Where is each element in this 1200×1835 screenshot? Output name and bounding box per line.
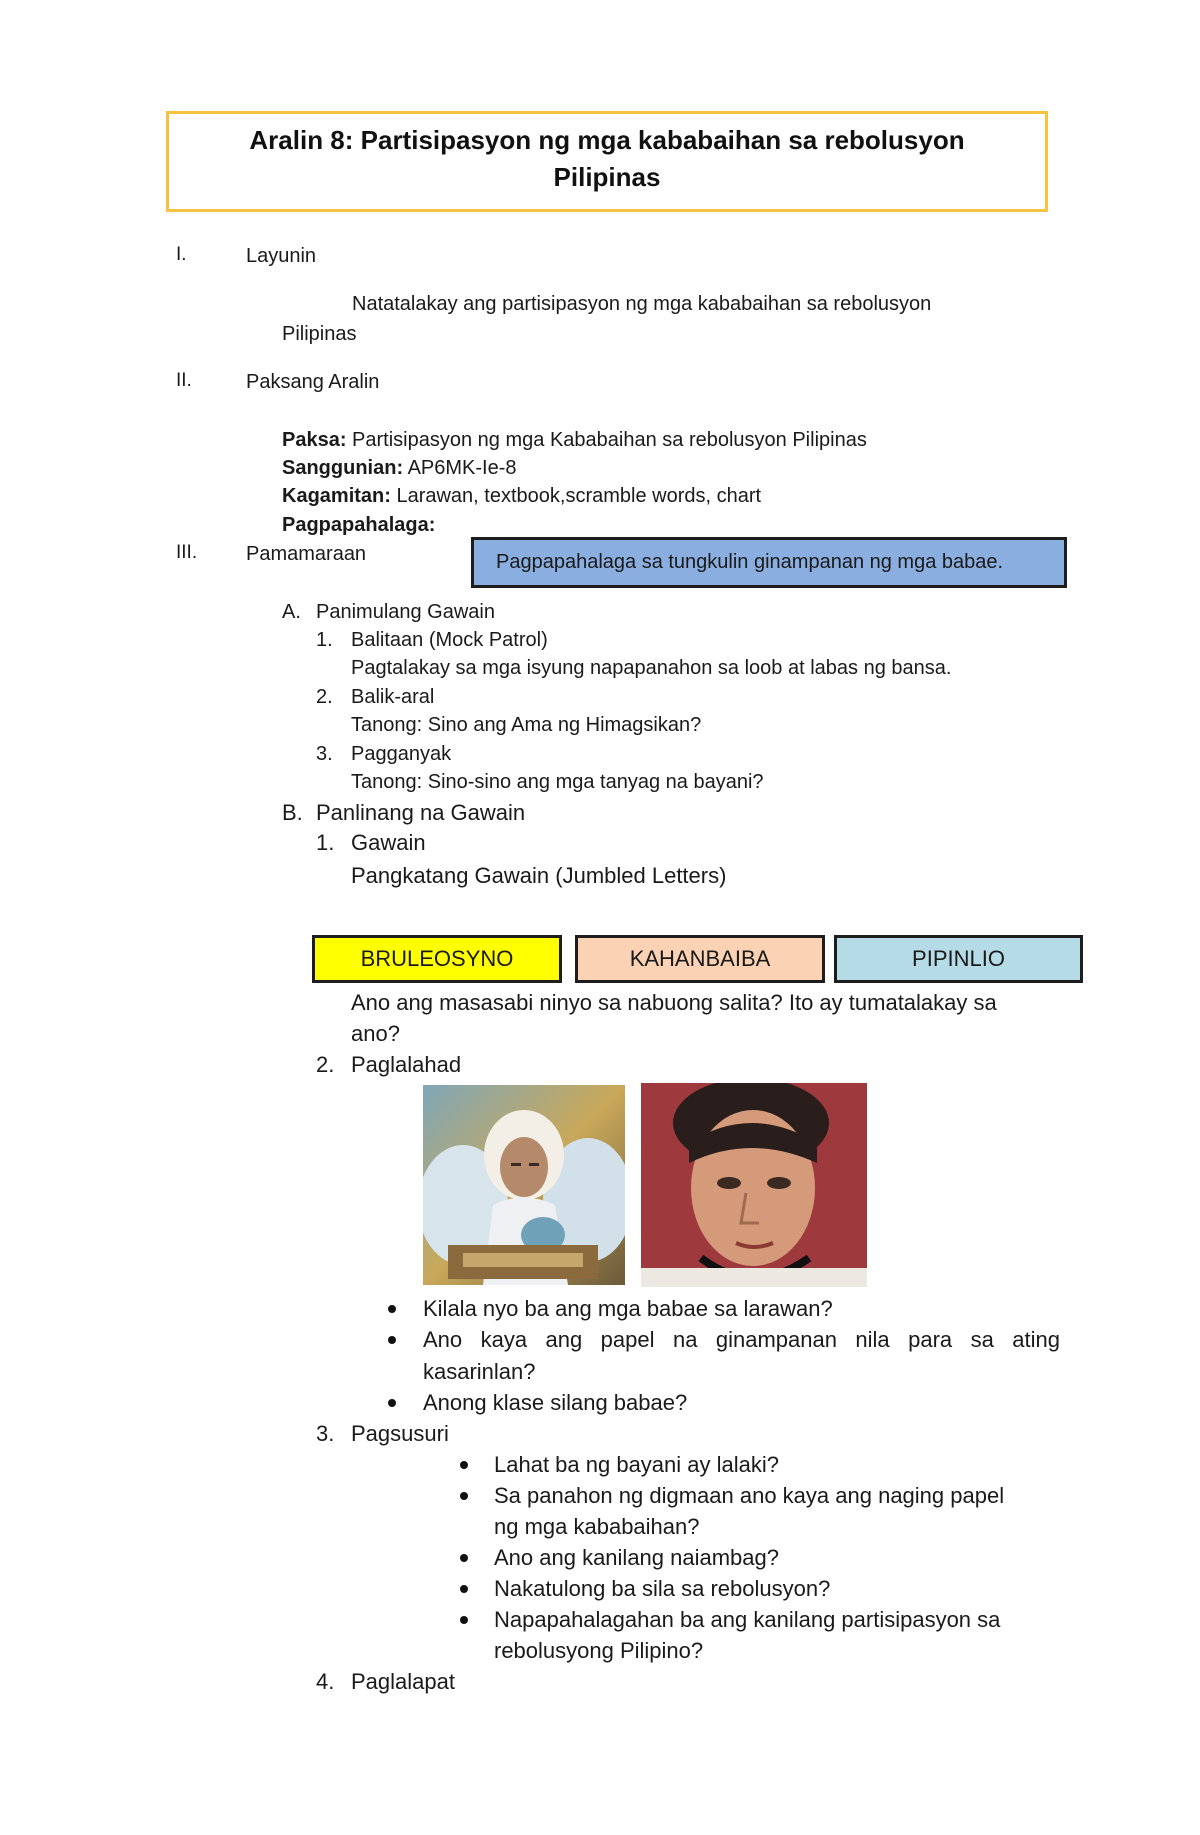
b-item2-title: Paglalahad bbox=[351, 1052, 462, 1077]
b-item3-bullet5: Napapahalagahan ba ang kanilang partisipasyon sa bbox=[494, 1607, 1001, 1632]
part-b-marker: B. bbox=[282, 800, 303, 825]
b-item1-title: Gawain bbox=[351, 830, 426, 855]
b-item4-title: Paglalapat bbox=[351, 1669, 455, 1694]
b-item3-title: Pagsusuri bbox=[351, 1421, 449, 1446]
section-label-pamamaraan: Pamamaraan bbox=[246, 543, 367, 565]
a-item3-title: Pagganyak bbox=[351, 743, 452, 765]
part-b-label: Panlinang na Gawain bbox=[316, 800, 526, 825]
b-item3-bullet5-cont: rebolusyong Pilipino? bbox=[494, 1638, 704, 1663]
jumbled-word-2: KAHANBAIBA bbox=[575, 935, 825, 983]
bullet-icon bbox=[460, 1585, 468, 1593]
part-a-label: Panimulang Gawain bbox=[316, 601, 495, 623]
section-number-2: II. bbox=[176, 370, 192, 391]
kagamitan-line bbox=[282, 484, 761, 508]
portrait-gabriela-silang bbox=[641, 1083, 867, 1287]
paksa-value: Partisipasyon ng mga Kababaihan sa rebolusyon Pilipinas bbox=[346, 429, 867, 451]
pagpapahalaga-box: Pagpapahalaga sa tungkulin ginampanan ng mga babae. bbox=[471, 537, 1067, 588]
b-item2-bullet3: Anong klase silang babae? bbox=[423, 1390, 688, 1415]
a-item3-detail: Tanong: Sino-sino ang mga tanyag na bayani? bbox=[351, 771, 764, 793]
title-box bbox=[166, 111, 1048, 212]
sanggunian-line bbox=[282, 456, 517, 480]
a-item2-num: 2. bbox=[316, 686, 333, 708]
bullet-icon bbox=[388, 1399, 396, 1407]
b-item3-bullet1: Lahat ba ng bayani ay lalaki? bbox=[494, 1452, 779, 1477]
b-item1-num: 1. bbox=[316, 830, 335, 855]
bullet-icon bbox=[460, 1461, 468, 1469]
b-item3-num: 3. bbox=[316, 1421, 335, 1446]
b-item2-bullet1: Kilala nyo ba ang mga babae sa larawan? bbox=[423, 1296, 833, 1321]
a-item1-num: 1. bbox=[316, 629, 333, 651]
paksa-line bbox=[282, 428, 867, 452]
a-item2-title: Balik-aral bbox=[351, 686, 435, 708]
bullet-icon bbox=[388, 1305, 396, 1313]
kagamitan-label: Kagamitan: bbox=[282, 485, 391, 507]
a-item3-num: 3. bbox=[316, 743, 333, 765]
a-item2-detail: Tanong: Sino ang Ama ng Himagsikan? bbox=[351, 714, 702, 736]
sanggunian-label: Sanggunian: bbox=[282, 457, 404, 479]
b-item3-bullet3: Ano ang kanilang naiambag? bbox=[494, 1545, 780, 1570]
jumbled-word-1: BRULEOSYNO bbox=[312, 935, 562, 983]
section-number-1: I. bbox=[176, 244, 187, 265]
b-item2-bullet2: Ano kaya ang papel na ginampanan nila para sa ating bbox=[423, 1327, 1060, 1352]
kagamitan-value: Larawan, textbook,scramble words, chart bbox=[390, 485, 762, 507]
section-number-3: III. bbox=[176, 542, 198, 563]
bullet-icon bbox=[460, 1554, 468, 1562]
sanggunian-value: AP6MK-Ie-8 bbox=[403, 457, 517, 479]
pagpapahalaga-label: Pagpapahalaga: bbox=[282, 514, 436, 536]
section-label-paksang-aralin: Paksang Aralin bbox=[246, 371, 380, 393]
b-item3-bullet2: Sa panahon ng digmaan ano kaya ang naging papel bbox=[494, 1483, 1005, 1508]
bullet-icon bbox=[460, 1492, 468, 1500]
a-item1-detail: Pagtalakay sa mga isyung napapanahon sa loob at labas ng bansa. bbox=[351, 657, 952, 679]
b-item3-bullet2-cont: ng mga kababaihan? bbox=[494, 1514, 700, 1539]
bullet-icon bbox=[460, 1616, 468, 1624]
b-item4-num: 4. bbox=[316, 1669, 335, 1694]
paksa-label: Paksa: bbox=[282, 429, 347, 451]
b-item2-bullet2-cont: kasarinlan? bbox=[423, 1359, 536, 1384]
section-label-layunin: Layunin bbox=[246, 245, 317, 267]
lesson-title: Aralin 8: Partisipasyon ng mga kababaihan sa rebolusyon Pilipinas bbox=[249, 125, 965, 192]
b-question-line1: Ano ang masasabi ninyo sa nabuong salita? Ito ay tumatalakay sa bbox=[351, 990, 997, 1015]
bullet-icon bbox=[388, 1336, 396, 1344]
portrait-tandang-sora bbox=[423, 1085, 625, 1285]
b-question-line2: ano? bbox=[351, 1021, 400, 1046]
b-item2-num: 2. bbox=[316, 1052, 335, 1077]
jumbled-word-3: PIPINLIO bbox=[834, 935, 1083, 983]
layunin-text-line2: Pilipinas bbox=[282, 323, 357, 345]
a-item1-title: Balitaan (Mock Patrol) bbox=[351, 629, 548, 651]
b-item1-detail: Pangkatang Gawain (Jumbled Letters) bbox=[351, 863, 727, 888]
layunin-text-line1: Natatalakay ang partisipasyon ng mga kababaihan sa rebolusyon bbox=[352, 293, 932, 315]
b-item3-bullet4: Nakatulong ba sila sa rebolusyon? bbox=[494, 1576, 831, 1601]
part-a-marker: A. bbox=[282, 601, 301, 623]
